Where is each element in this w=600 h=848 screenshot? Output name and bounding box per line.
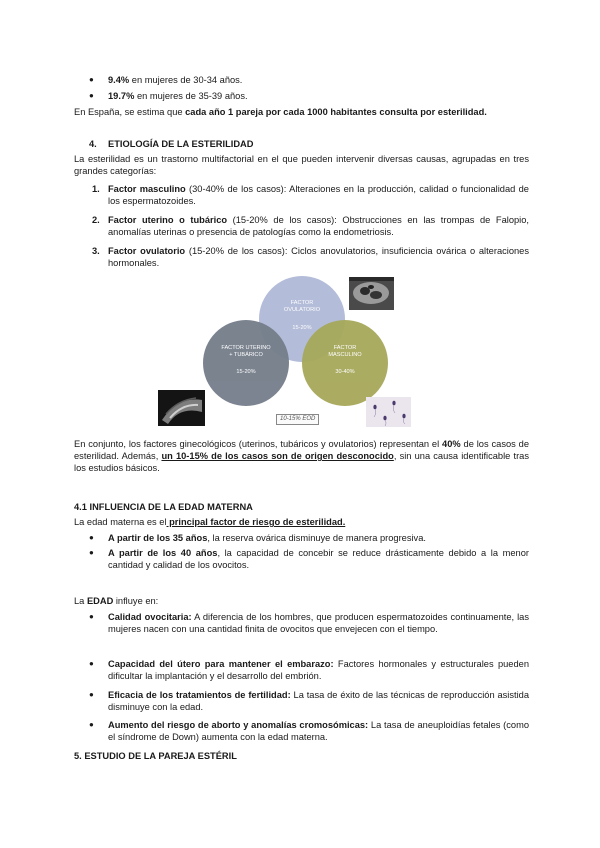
influence-1: Calidad ovocitaria: A diferencia de los hombres, que producen espermatozoides continuamente, las mujeres nacen con una cantidad finita de ovocitos que envejecen con el tiempo. <box>108 612 529 634</box>
circle-ovulatory-line1: FACTOR <box>290 300 314 306</box>
section-4-intro: La esterilidad es un trastorno multifactorial en el que pueden intervenir diversas causas, agrupadas en tres grandes categorías: <box>74 154 529 176</box>
age-35: A partir de los 35 años, la reserva ovárica disminuye de manera progresiva. <box>108 533 426 543</box>
influence-4: Aumento del riesgo de aborto y anomalías cromosómicas: La tasa de aneuploidías fetales (como el síndrome de Down) aumenta con la edad materna. <box>108 720 529 742</box>
section-5-title: 5. ESTUDIO DE LA PAREJA ESTÉRIL <box>74 751 237 761</box>
circle-male-line2: MASCULINO <box>328 352 362 358</box>
factor-1: Factor masculino (30-40% de los casos): Alteraciones en la producción, calidad o funcionalidad de los espermatozoides. <box>108 184 529 206</box>
unknown-origin-caption: 10-15% EOD <box>276 414 319 425</box>
factor-2-number: 2. <box>92 215 100 225</box>
bullet: ● <box>89 720 94 729</box>
stat-item-2: 19.7% en mujeres de 35-39 años. <box>108 91 248 101</box>
factor-1-number: 1. <box>92 184 100 194</box>
circle-ovulatory-line2: OVULATORIO <box>283 307 321 313</box>
section-4-1-intro: La edad materna es el principal factor de riesgo de esterilidad. <box>74 517 346 527</box>
circle-male-pct: 30-40% <box>335 369 355 375</box>
factor-3: Factor ovulatorio (15-20% de los casos): Ciclos anovulatorios, insuficiencia ovárica o alteraciones hormonales. <box>108 246 529 268</box>
bullet: ● <box>89 91 94 100</box>
circle-uterine-pct: 15-20% <box>236 369 256 375</box>
bullet: ● <box>89 533 94 542</box>
spain-stat: En España, se estima que cada año 1 pareja por cada 1000 habitantes consulta por esterilidad. <box>74 107 487 117</box>
section-4-1-title: 4.1 INFLUENCIA DE LA EDAD MATERNA <box>74 502 253 512</box>
summary-paragraph: En conjunto, los factores ginecológicos (uterinos, tubáricos y ovulatorios) representan el 40% de los casos de esterilidad. Además, un 10-15% de los casos son de origen desconocido, sin una causa identificable tras los estudios básicos. <box>74 439 530 473</box>
circle-male <box>302 320 388 406</box>
circle-uterine-line1: FACTOR UTERINO <box>221 345 271 351</box>
influence-2: Capacidad del útero para mantener el embarazo: Factores hormonales y estructurales pueden dificultar la implantación y el desarrollo del embrión. <box>108 659 529 681</box>
bullet: ● <box>89 659 94 668</box>
ovary-ultrasound-image <box>349 277 394 310</box>
stat-item-1: 9.4% en mujeres de 30-34 años. <box>108 75 243 85</box>
factor-2: Factor uterino o tubárico (15-20% de los casos): Obstrucciones en las trompas de Falopio, anomalías uterinas o presencia de patologías como la endometriosis. <box>108 215 529 237</box>
edad-intro: La EDAD influye en: <box>74 596 159 606</box>
circle-ovulatory-pct: 15-20% <box>292 325 312 331</box>
bullet: ● <box>89 548 94 557</box>
sperm-image <box>366 397 411 427</box>
circle-uterine-line2: + TUBÁRICO <box>229 352 263 358</box>
circle-uterine <box>203 320 289 406</box>
bullet: ● <box>89 690 94 699</box>
factor-3-number: 3. <box>92 246 100 256</box>
circle-male-line1: FACTOR <box>333 345 357 351</box>
bullet: ● <box>89 75 94 84</box>
section-4-title: ETIOLOGÍA DE LA ESTERILIDAD <box>108 139 254 149</box>
bullet: ● <box>89 612 94 621</box>
section-4-number: 4. <box>89 139 97 149</box>
influence-3: Eficacia de los tratamientos de fertilidad: La tasa de éxito de las técnicas de reproducción asistida disminuye con la edad. <box>108 690 529 712</box>
age-40: A partir de los 40 años, la capacidad de concebir se reduce drásticamente debido a la menor cantidad y calidad de los ovocitos. <box>108 548 529 570</box>
uterus-ultrasound-image <box>158 390 205 426</box>
